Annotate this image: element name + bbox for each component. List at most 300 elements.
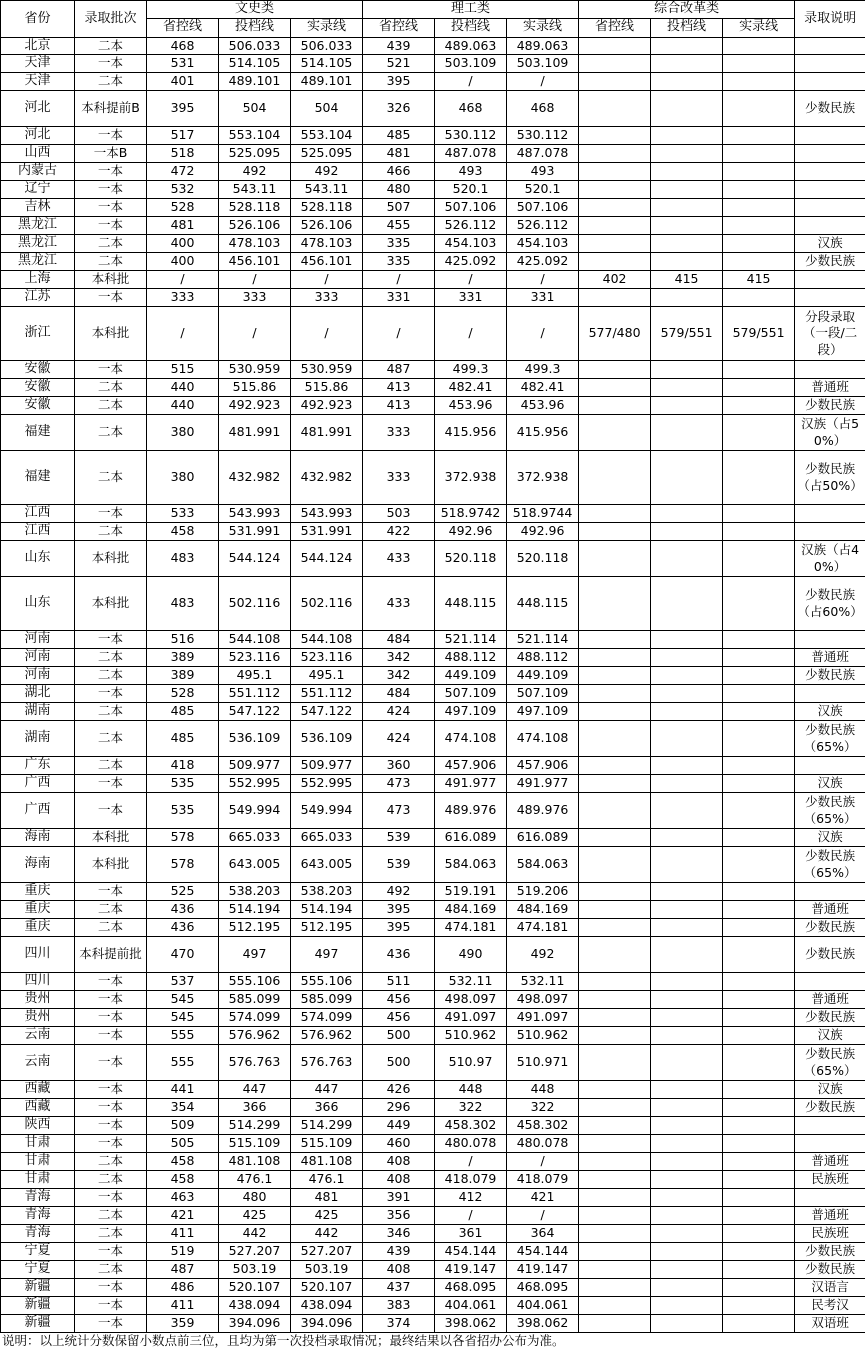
cell-admission-note: 汉族	[795, 235, 865, 253]
cell-liberal-control-line: 481	[147, 217, 219, 235]
cell-reform-filing-line: 415	[651, 271, 723, 289]
cell-science-control-line: 395	[363, 73, 435, 91]
cell-science-filing-line: 322	[435, 1099, 507, 1117]
cell-science-actual-line: 518.9744	[507, 505, 579, 523]
cell-admission-note	[795, 73, 865, 91]
cell-batch: 二本	[75, 1153, 147, 1171]
cell-reform-actual-line	[723, 505, 795, 523]
cell-liberal-filing-line: 481.991	[219, 415, 291, 451]
cell-science-filing-line: 468	[435, 91, 507, 127]
table-row	[1, 361, 865, 379]
cell-admission-note: 少数民族（65%）	[795, 1045, 865, 1081]
cell-liberal-actual-line: 643.005	[291, 847, 363, 883]
table-row	[1, 631, 865, 649]
table-row	[1, 253, 865, 271]
cell-reform-actual-line	[723, 883, 795, 901]
cell-reform-control-line	[579, 55, 651, 73]
cell-province: 黑龙江	[1, 217, 75, 235]
table-row	[1, 397, 865, 415]
cell-science-actual-line: 493	[507, 163, 579, 181]
cell-liberal-filing-line: 456.101	[219, 253, 291, 271]
cell-reform-control-line	[579, 577, 651, 631]
cell-science-actual-line: 521.114	[507, 631, 579, 649]
cell-science-filing-line: 453.96	[435, 397, 507, 415]
cell-science-filing-line: 584.063	[435, 847, 507, 883]
cell-liberal-actual-line: 509.977	[291, 757, 363, 775]
cell-reform-filing-line	[651, 289, 723, 307]
cell-admission-note: 少数民族（65%）	[795, 721, 865, 757]
cell-science-actual-line: 499.3	[507, 361, 579, 379]
table-row	[1, 163, 865, 181]
cell-liberal-actual-line: 481.108	[291, 1153, 363, 1171]
cell-science-actual-line: 404.061	[507, 1297, 579, 1315]
cell-batch: 本科提前B	[75, 91, 147, 127]
cell-reform-control-line	[579, 541, 651, 577]
cell-reform-actual-line	[723, 235, 795, 253]
cell-liberal-actual-line: 544.124	[291, 541, 363, 577]
cell-reform-actual-line	[723, 397, 795, 415]
cell-reform-filing-line	[651, 1297, 723, 1315]
cell-province: 福建	[1, 451, 75, 505]
table-row	[1, 937, 865, 973]
cell-science-control-line: 485	[363, 127, 435, 145]
cell-science-control-line: 500	[363, 1045, 435, 1081]
cell-liberal-actual-line: 547.122	[291, 703, 363, 721]
cell-reform-actual-line	[723, 631, 795, 649]
cell-science-actual-line: 415.956	[507, 415, 579, 451]
cell-province: 西藏	[1, 1081, 75, 1099]
cell-reform-filing-line	[651, 973, 723, 991]
cell-science-control-line: 335	[363, 235, 435, 253]
table-row	[1, 721, 865, 757]
cell-liberal-actual-line: 530.959	[291, 361, 363, 379]
cell-science-control-line: 481	[363, 145, 435, 163]
cell-reform-actual-line	[723, 919, 795, 937]
cell-science-control-line: /	[363, 307, 435, 361]
cell-admission-note	[795, 1117, 865, 1135]
cell-province: 重庆	[1, 883, 75, 901]
cell-liberal-filing-line: 366	[219, 1099, 291, 1117]
cell-science-actual-line: 468	[507, 91, 579, 127]
cell-batch: 二本	[75, 649, 147, 667]
table-row	[1, 775, 865, 793]
cell-science-filing-line: 468.095	[435, 1279, 507, 1297]
cell-science-filing-line: 482.41	[435, 379, 507, 397]
cell-reform-filing-line	[651, 415, 723, 451]
cell-liberal-actual-line: 553.104	[291, 127, 363, 145]
cell-batch: 二本	[75, 1261, 147, 1279]
table-row	[1, 307, 865, 361]
cell-liberal-actual-line: 476.1	[291, 1171, 363, 1189]
cell-province: 西藏	[1, 1099, 75, 1117]
cell-science-filing-line: 520.1	[435, 181, 507, 199]
cell-admission-note: 少数民族	[795, 397, 865, 415]
cell-science-control-line: 342	[363, 649, 435, 667]
cell-admission-note: 民考汉	[795, 1297, 865, 1315]
cell-liberal-actual-line: 543.993	[291, 505, 363, 523]
cell-reform-actual-line	[723, 415, 795, 451]
cell-batch: 一本	[75, 883, 147, 901]
cell-admission-note	[795, 217, 865, 235]
cell-batch: 一本	[75, 973, 147, 991]
cell-science-filing-line: 498.097	[435, 991, 507, 1009]
cell-reform-filing-line	[651, 775, 723, 793]
cell-liberal-control-line: 436	[147, 901, 219, 919]
cell-liberal-control-line: 354	[147, 1099, 219, 1117]
cell-reform-control-line	[579, 199, 651, 217]
cell-liberal-filing-line: 514.299	[219, 1117, 291, 1135]
cell-science-actual-line: 507.109	[507, 685, 579, 703]
cell-science-actual-line: /	[507, 1153, 579, 1171]
cell-science-actual-line: 372.938	[507, 451, 579, 505]
cell-province: 上海	[1, 271, 75, 289]
cell-science-control-line: 492	[363, 883, 435, 901]
cell-liberal-control-line: 528	[147, 685, 219, 703]
cell-reform-control-line	[579, 775, 651, 793]
cell-liberal-filing-line: 504	[219, 91, 291, 127]
cell-admission-note	[795, 757, 865, 775]
cell-liberal-filing-line: 549.994	[219, 793, 291, 829]
cell-admission-note	[795, 883, 865, 901]
cell-science-filing-line: 519.191	[435, 883, 507, 901]
cell-liberal-filing-line: 432.982	[219, 451, 291, 505]
cell-reform-filing-line	[651, 1099, 723, 1117]
cell-liberal-actual-line: 549.994	[291, 793, 363, 829]
cell-science-filing-line: 372.938	[435, 451, 507, 505]
cell-science-control-line: 456	[363, 1009, 435, 1027]
cell-liberal-actual-line: 502.116	[291, 577, 363, 631]
cell-reform-actual-line	[723, 937, 795, 973]
cell-admission-note: 汉族	[795, 1027, 865, 1045]
cell-science-actual-line: 468.095	[507, 1279, 579, 1297]
cell-reform-control-line	[579, 1099, 651, 1117]
cell-reform-control-line	[579, 289, 651, 307]
cell-liberal-control-line: 380	[147, 451, 219, 505]
cell-liberal-control-line: 505	[147, 1135, 219, 1153]
cell-province: 海南	[1, 829, 75, 847]
cell-science-actual-line: /	[507, 271, 579, 289]
cell-admission-note: 普通班	[795, 379, 865, 397]
cell-science-filing-line: 492.96	[435, 523, 507, 541]
cell-reform-actual-line	[723, 217, 795, 235]
cell-reform-filing-line	[651, 37, 723, 55]
cell-reform-control-line	[579, 1171, 651, 1189]
cell-reform-actual-line	[723, 649, 795, 667]
cell-liberal-control-line: 468	[147, 37, 219, 55]
cell-province: 宁夏	[1, 1261, 75, 1279]
cell-province: 四川	[1, 937, 75, 973]
cell-science-filing-line: 361	[435, 1225, 507, 1243]
cell-science-filing-line: 458.302	[435, 1117, 507, 1135]
cell-science-control-line: 436	[363, 937, 435, 973]
table-row	[1, 1027, 865, 1045]
cell-liberal-filing-line: 525.095	[219, 145, 291, 163]
cell-liberal-filing-line: 512.195	[219, 919, 291, 937]
cell-science-control-line: 466	[363, 163, 435, 181]
cell-province: 宁夏	[1, 1243, 75, 1261]
cell-science-filing-line: 412	[435, 1189, 507, 1207]
cell-science-actual-line: 458.302	[507, 1117, 579, 1135]
cell-reform-filing-line	[651, 253, 723, 271]
header-liberal-control-line: 省控线	[147, 18, 219, 37]
cell-liberal-filing-line: /	[219, 271, 291, 289]
cell-liberal-actual-line: 442	[291, 1225, 363, 1243]
cell-reform-filing-line	[651, 523, 723, 541]
table-row	[1, 1207, 865, 1225]
cell-reform-actual-line	[723, 775, 795, 793]
header-liberal-actual-line: 实录线	[291, 18, 363, 37]
cell-reform-control-line	[579, 1261, 651, 1279]
cell-liberal-control-line: 533	[147, 505, 219, 523]
table-row	[1, 289, 865, 307]
table-row	[1, 451, 865, 505]
cell-science-filing-line: 489.063	[435, 37, 507, 55]
cell-liberal-actual-line: 555.106	[291, 973, 363, 991]
cell-province: 辽宁	[1, 181, 75, 199]
cell-liberal-control-line: 517	[147, 127, 219, 145]
cell-reform-filing-line	[651, 1243, 723, 1261]
cell-reform-actual-line	[723, 667, 795, 685]
cell-batch: 二本	[75, 379, 147, 397]
cell-liberal-control-line: 389	[147, 649, 219, 667]
table-row	[1, 1171, 865, 1189]
cell-reform-control-line	[579, 91, 651, 127]
cell-liberal-actual-line: 526.106	[291, 217, 363, 235]
cell-science-control-line: 391	[363, 1189, 435, 1207]
cell-science-control-line: 333	[363, 451, 435, 505]
cell-science-control-line: 511	[363, 973, 435, 991]
cell-batch: 一本	[75, 1027, 147, 1045]
cell-reform-actual-line	[723, 1171, 795, 1189]
cell-batch: 一本	[75, 199, 147, 217]
cell-admission-note	[795, 631, 865, 649]
cell-science-filing-line: 487.078	[435, 145, 507, 163]
cell-liberal-filing-line: 544.108	[219, 631, 291, 649]
cell-admission-note: 少数民族	[795, 91, 865, 127]
cell-liberal-filing-line: 576.962	[219, 1027, 291, 1045]
cell-reform-control-line	[579, 1207, 651, 1225]
cell-liberal-filing-line: 555.106	[219, 973, 291, 991]
table-row	[1, 37, 865, 55]
cell-science-filing-line: /	[435, 1153, 507, 1171]
cell-province: 四川	[1, 973, 75, 991]
cell-reform-actual-line	[723, 451, 795, 505]
cell-province: 云南	[1, 1045, 75, 1081]
cell-admission-note: 汉族（占50%）	[795, 415, 865, 451]
cell-liberal-filing-line: 506.033	[219, 37, 291, 55]
cell-science-filing-line: 616.089	[435, 829, 507, 847]
cell-province: 湖南	[1, 721, 75, 757]
cell-science-actual-line: 489.063	[507, 37, 579, 55]
cell-admission-note: 少数民族	[795, 253, 865, 271]
cell-science-control-line: 539	[363, 847, 435, 883]
cell-science-filing-line: 491.097	[435, 1009, 507, 1027]
cell-liberal-control-line: 578	[147, 847, 219, 883]
cell-science-control-line: 326	[363, 91, 435, 127]
cell-science-actual-line: 364	[507, 1225, 579, 1243]
cell-liberal-actual-line: 489.101	[291, 73, 363, 91]
cell-liberal-filing-line: 536.109	[219, 721, 291, 757]
cell-province: 河北	[1, 127, 75, 145]
cell-reform-control-line	[579, 667, 651, 685]
cell-province: 河南	[1, 667, 75, 685]
cell-liberal-control-line: 400	[147, 235, 219, 253]
table-row	[1, 199, 865, 217]
cell-liberal-actual-line: 478.103	[291, 235, 363, 253]
cell-reform-control-line	[579, 883, 651, 901]
cell-admission-note	[795, 199, 865, 217]
cell-reform-actual-line	[723, 1315, 795, 1333]
cell-science-actual-line: 488.112	[507, 649, 579, 667]
cell-liberal-actual-line: 514.299	[291, 1117, 363, 1135]
cell-liberal-control-line: 470	[147, 937, 219, 973]
cell-batch: 本科提前批	[75, 937, 147, 973]
cell-liberal-control-line: 440	[147, 379, 219, 397]
table-row	[1, 217, 865, 235]
cell-reform-actual-line	[723, 541, 795, 577]
cell-reform-filing-line	[651, 901, 723, 919]
cell-science-control-line: 424	[363, 703, 435, 721]
cell-admission-note	[795, 523, 865, 541]
cell-reform-actual-line	[723, 685, 795, 703]
cell-reform-filing-line	[651, 703, 723, 721]
cell-science-filing-line: 526.112	[435, 217, 507, 235]
cell-liberal-actual-line: 528.118	[291, 199, 363, 217]
cell-liberal-filing-line: 492.923	[219, 397, 291, 415]
cell-reform-actual-line	[723, 55, 795, 73]
cell-province: 广西	[1, 775, 75, 793]
table-row	[1, 1225, 865, 1243]
header-reform-control-line: 省控线	[579, 18, 651, 37]
cell-batch: 一本	[75, 1279, 147, 1297]
cell-liberal-filing-line: 643.005	[219, 847, 291, 883]
cell-liberal-actual-line: 551.112	[291, 685, 363, 703]
cell-batch: 一本	[75, 685, 147, 703]
cell-admission-note	[795, 289, 865, 307]
cell-science-actual-line: /	[507, 73, 579, 91]
cell-batch: 二本	[75, 919, 147, 937]
cell-admission-note: 少数民族（占50%）	[795, 451, 865, 505]
cell-liberal-control-line: 519	[147, 1243, 219, 1261]
cell-science-actual-line: 453.96	[507, 397, 579, 415]
header-admission-note: 录取说明	[795, 1, 865, 38]
cell-science-control-line: 360	[363, 757, 435, 775]
cell-reform-filing-line	[651, 1135, 723, 1153]
cell-admission-note: 少数民族	[795, 667, 865, 685]
cell-batch: 二本	[75, 451, 147, 505]
cell-liberal-filing-line: 515.109	[219, 1135, 291, 1153]
cell-batch: 一本	[75, 1099, 147, 1117]
cell-province: 云南	[1, 1027, 75, 1045]
cell-reform-control-line	[579, 991, 651, 1009]
cell-admission-note	[795, 37, 865, 55]
cell-reform-filing-line	[651, 1009, 723, 1027]
cell-province: 江西	[1, 523, 75, 541]
cell-science-filing-line: 449.109	[435, 667, 507, 685]
cell-liberal-filing-line: 333	[219, 289, 291, 307]
cell-science-filing-line: 489.976	[435, 793, 507, 829]
cell-batch: 一本B	[75, 145, 147, 163]
cell-admission-note: 汉族	[795, 829, 865, 847]
cell-science-filing-line: 507.109	[435, 685, 507, 703]
cell-science-actual-line: 454.144	[507, 1243, 579, 1261]
cell-reform-filing-line	[651, 361, 723, 379]
cell-reform-filing-line	[651, 1117, 723, 1135]
table-row	[1, 1045, 865, 1081]
cell-liberal-filing-line: 481.108	[219, 1153, 291, 1171]
cell-science-control-line: 503	[363, 505, 435, 523]
cell-admission-note	[795, 145, 865, 163]
cell-liberal-filing-line: 530.959	[219, 361, 291, 379]
cell-reform-actual-line	[723, 991, 795, 1009]
cell-reform-control-line: 402	[579, 271, 651, 289]
table-row	[1, 145, 865, 163]
cell-liberal-filing-line: 509.977	[219, 757, 291, 775]
cell-admission-note: 少数民族（占60%）	[795, 577, 865, 631]
cell-reform-actual-line	[723, 523, 795, 541]
cell-liberal-actual-line: 512.195	[291, 919, 363, 937]
cell-province: 山东	[1, 541, 75, 577]
cell-province: 河南	[1, 631, 75, 649]
table-row	[1, 505, 865, 523]
cell-liberal-actual-line: 438.094	[291, 1297, 363, 1315]
cell-admission-note	[795, 181, 865, 199]
table-row	[1, 703, 865, 721]
cell-liberal-filing-line: 514.105	[219, 55, 291, 73]
cell-liberal-filing-line: /	[219, 307, 291, 361]
cell-reform-control-line	[579, 379, 651, 397]
cell-province: 浙江	[1, 307, 75, 361]
cell-admission-note: 少数民族	[795, 919, 865, 937]
table-row	[1, 1189, 865, 1207]
table-row	[1, 649, 865, 667]
cell-liberal-actual-line: 492.923	[291, 397, 363, 415]
cell-reform-control-line: 577/480	[579, 307, 651, 361]
cell-science-control-line: 383	[363, 1297, 435, 1315]
cell-province: 吉林	[1, 199, 75, 217]
cell-science-control-line: 500	[363, 1027, 435, 1045]
table-row	[1, 1297, 865, 1315]
cell-reform-control-line	[579, 1135, 651, 1153]
cell-reform-actual-line	[723, 289, 795, 307]
cell-batch: 二本	[75, 37, 147, 55]
cell-liberal-filing-line: 503.19	[219, 1261, 291, 1279]
cell-province: 江苏	[1, 289, 75, 307]
cell-province: 山东	[1, 577, 75, 631]
cell-liberal-actual-line: 574.099	[291, 1009, 363, 1027]
cell-liberal-actual-line: 576.962	[291, 1027, 363, 1045]
cell-liberal-actual-line: 394.096	[291, 1315, 363, 1333]
table-row	[1, 991, 865, 1009]
cell-reform-control-line	[579, 631, 651, 649]
cell-reform-control-line	[579, 649, 651, 667]
cell-science-filing-line: 415.956	[435, 415, 507, 451]
cell-liberal-filing-line: 478.103	[219, 235, 291, 253]
cell-liberal-control-line: 578	[147, 829, 219, 847]
cell-admission-note	[795, 505, 865, 523]
cell-liberal-control-line: 380	[147, 415, 219, 451]
cell-batch: 二本	[75, 415, 147, 451]
cell-batch: 二本	[75, 1207, 147, 1225]
cell-liberal-filing-line: 480	[219, 1189, 291, 1207]
cell-liberal-control-line: 440	[147, 397, 219, 415]
cell-reform-control-line	[579, 397, 651, 415]
cell-science-actual-line: 520.1	[507, 181, 579, 199]
footnote: 说明：以上统计分数保留小数点前三位，且均为第一次投档录取情况；最终结果以各省招办公布为准。	[2, 1333, 565, 1348]
cell-reform-filing-line	[651, 1207, 723, 1225]
cell-batch: 本科批	[75, 271, 147, 289]
cell-liberal-filing-line: 523.116	[219, 649, 291, 667]
